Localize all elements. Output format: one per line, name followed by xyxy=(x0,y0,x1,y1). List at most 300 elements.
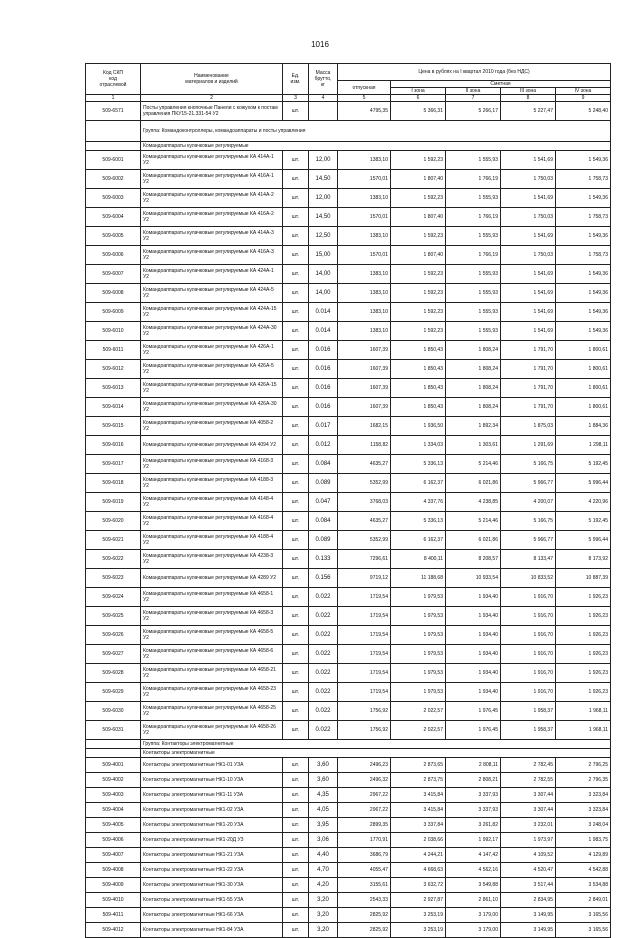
table-row xyxy=(86,607,611,626)
price-zone3: 1 541,69 xyxy=(501,189,556,208)
item-code: 509-6013 xyxy=(86,379,141,398)
item-unit: шт. xyxy=(283,721,309,740)
item-name: Командоаппараты кулачковые регулируемые КА 4658-26 У2 xyxy=(141,721,283,740)
item-mass: 0.016 xyxy=(309,341,338,360)
price-release: 1719,54 xyxy=(338,588,391,607)
price-zone3: 5 966,77 xyxy=(501,531,556,550)
price-zone2: 2 861,10 xyxy=(446,893,501,908)
price-zone4: 1 549,36 xyxy=(556,151,611,170)
item-mass: 0.014 xyxy=(309,303,338,322)
item-mass: 0.022 xyxy=(309,721,338,740)
item-code: 509-6018 xyxy=(86,474,141,493)
item-mass: 0.022 xyxy=(309,683,338,702)
item-code: 509-6019 xyxy=(86,493,141,512)
item-code: 509-6001 xyxy=(86,151,141,170)
item-name: Командоаппараты кулачковые регулируемые КА 4188-3 У2 xyxy=(141,474,283,493)
price-zone3: 2 782,55 xyxy=(501,773,556,788)
item-mass: 0.022 xyxy=(309,664,338,683)
price-release: 3686,79 xyxy=(338,848,391,863)
price-zone1: 1 592,23 xyxy=(391,284,446,303)
table-row xyxy=(86,923,611,938)
price-release: 1607,39 xyxy=(338,360,391,379)
group-title: Группа: Командоконтроллеры, командоаппараты и посты управления xyxy=(141,121,611,142)
price-zone3: 3 307,44 xyxy=(501,803,556,818)
item-code: 509-6007 xyxy=(86,265,141,284)
price-zone3: 5 227,47 xyxy=(501,102,556,121)
price-zone3: 1 541,69 xyxy=(501,284,556,303)
price-zone4: 5 996,44 xyxy=(556,474,611,493)
item-mass: 3,20 xyxy=(309,923,338,938)
price-release: 3768,03 xyxy=(338,493,391,512)
table-row xyxy=(86,208,611,227)
price-zone1: 5 336,13 xyxy=(391,512,446,531)
price-zone4: 1 549,36 xyxy=(556,227,611,246)
price-zone4: 1 800,61 xyxy=(556,379,611,398)
item-mass: 0.014 xyxy=(309,322,338,341)
price-zone2: 1 934,40 xyxy=(446,645,501,664)
price-zone4: 3 323,84 xyxy=(556,803,611,818)
item-unit: шт. xyxy=(283,102,309,121)
table-row xyxy=(86,303,611,322)
item-code: 509-6027 xyxy=(86,645,141,664)
price-release: 2543,33 xyxy=(338,893,391,908)
table-row xyxy=(86,246,611,265)
subgroup-title: Контакторы электромагнитные xyxy=(141,749,611,758)
price-release: 5352,99 xyxy=(338,474,391,493)
item-unit: шт. xyxy=(283,436,309,455)
price-zone4: 1 800,61 xyxy=(556,360,611,379)
item-name: Контакторы электромагнитные НК1-84 УЗА xyxy=(141,923,283,938)
table-row xyxy=(86,550,611,569)
item-unit: шт. xyxy=(283,683,309,702)
item-mass: 0.012 xyxy=(309,436,338,455)
item-name: Командоаппараты кулачковые регулируемые КА 4658-25 У2 xyxy=(141,702,283,721)
item-mass: 14,00 xyxy=(309,265,338,284)
item-mass: 4,20 xyxy=(309,878,338,893)
price-zone2: 1 555,93 xyxy=(446,322,501,341)
price-release: 1383,10 xyxy=(338,265,391,284)
price-zone1: 1 592,23 xyxy=(391,189,446,208)
table-row xyxy=(86,227,611,246)
price-zone1: 1 850,43 xyxy=(391,379,446,398)
item-mass: 4,70 xyxy=(309,863,338,878)
price-release: 1770,91 xyxy=(338,833,391,848)
item-mass: 0.084 xyxy=(309,455,338,474)
item-mass: 3,60 xyxy=(309,758,338,773)
price-release: 1756,92 xyxy=(338,702,391,721)
price-zone2: 6 021,86 xyxy=(446,531,501,550)
price-zone1: 4 668,63 xyxy=(391,863,446,878)
price-zone3: 3 232,01 xyxy=(501,818,556,833)
price-zone1: 6 162,37 xyxy=(391,474,446,493)
item-name: Контакторы электромагнитные НК1-01 УЗА xyxy=(141,758,283,773)
price-zone1: 1 334,03 xyxy=(391,436,446,455)
price-zone2: 3 179,00 xyxy=(446,908,501,923)
price-zone1: 4 337,76 xyxy=(391,493,446,512)
item-code: 509-6022 xyxy=(86,550,141,569)
item-name: Командоаппараты кулачковые регулируемые КА 4238-3 У2 xyxy=(141,550,283,569)
table-row xyxy=(86,284,611,303)
price-zone4: 1 983,75 xyxy=(556,833,611,848)
price-zone3: 2 782,45 xyxy=(501,758,556,773)
item-unit: шт. xyxy=(283,863,309,878)
price-zone1: 1 592,23 xyxy=(391,265,446,284)
price-zone3: 1 916,70 xyxy=(501,645,556,664)
col-index: 9 xyxy=(556,95,611,102)
price-release: 1570,01 xyxy=(338,208,391,227)
price-zone3: 1 750,03 xyxy=(501,246,556,265)
header-name: Наименование материалов и изделий xyxy=(141,64,283,95)
item-name: Командоаппараты кулачковые регулируемые КА 4658-3 У2 xyxy=(141,607,283,626)
price-zone1: 1 807,40 xyxy=(391,246,446,265)
price-zone2: 3 261,82 xyxy=(446,818,501,833)
price-zone3: 1 916,70 xyxy=(501,626,556,645)
item-name: Контакторы электромагнитные НК1-02 УЗА xyxy=(141,803,283,818)
item-code: 509-6030 xyxy=(86,702,141,721)
empty-cell xyxy=(86,740,141,749)
item-code: 509-6010 xyxy=(86,322,141,341)
empty-cell xyxy=(86,142,141,151)
price-zone1: 1 850,43 xyxy=(391,360,446,379)
subgroup-row xyxy=(86,740,611,749)
price-zone2: 1 555,93 xyxy=(446,265,501,284)
table-row xyxy=(86,863,611,878)
price-release: 1570,01 xyxy=(338,246,391,265)
price-release: 9719,12 xyxy=(338,569,391,588)
item-name: Командоаппараты кулачковые регулируемые КА 4658-21 У2 xyxy=(141,664,283,683)
price-zone1: 2 873,65 xyxy=(391,758,446,773)
price-zone3: 1 750,03 xyxy=(501,170,556,189)
item-code: 509-4004 xyxy=(86,803,141,818)
table-row xyxy=(86,848,611,863)
price-zone2: 1 808,24 xyxy=(446,360,501,379)
price-zone2: 5 266,17 xyxy=(446,102,501,121)
table-row xyxy=(86,322,611,341)
price-zone4: 1 758,73 xyxy=(556,246,611,265)
price-zone4: 1 758,73 xyxy=(556,208,611,227)
price-zone1: 1 592,23 xyxy=(391,322,446,341)
price-zone4: 5 192,45 xyxy=(556,512,611,531)
price-zone1: 1 592,23 xyxy=(391,303,446,322)
item-mass: 3,60 xyxy=(309,773,338,788)
item-unit: шт. xyxy=(283,569,309,588)
item-code: 509-6014 xyxy=(86,398,141,417)
item-unit: шт. xyxy=(283,645,309,664)
item-mass: 14,50 xyxy=(309,208,338,227)
price-release: 2825,92 xyxy=(338,908,391,923)
price-zone4: 1 884,36 xyxy=(556,417,611,436)
item-unit: шт. xyxy=(283,360,309,379)
item-mass: 0.016 xyxy=(309,398,338,417)
table-row xyxy=(86,702,611,721)
price-zone2: 1 976,45 xyxy=(446,721,501,740)
item-unit: шт. xyxy=(283,908,309,923)
col-index: 7 xyxy=(446,95,501,102)
item-code: 509-6026 xyxy=(86,626,141,645)
table-row xyxy=(86,645,611,664)
price-zone3: 1 750,03 xyxy=(501,208,556,227)
price-zone1: 2 927,87 xyxy=(391,893,446,908)
item-mass: 0.084 xyxy=(309,512,338,531)
item-unit: шт. xyxy=(283,474,309,493)
price-zone4: 10 887,39 xyxy=(556,569,611,588)
item-code: 509-6015 xyxy=(86,417,141,436)
price-zone2: 1 808,24 xyxy=(446,379,501,398)
item-name: Командоаппараты кулачковые регулируемые КА 424А-30 У2 xyxy=(141,322,283,341)
price-zone1: 1 979,53 xyxy=(391,607,446,626)
item-unit: шт. xyxy=(283,893,309,908)
table-row xyxy=(86,833,611,848)
item-name: Командоаппараты кулачковые регулируемые КА 426А-15 У2 xyxy=(141,379,283,398)
table-row xyxy=(86,436,611,455)
table-row xyxy=(86,664,611,683)
price-zone2: 6 021,86 xyxy=(446,474,501,493)
price-zone2: 1 555,93 xyxy=(446,284,501,303)
price-release: 1383,10 xyxy=(338,322,391,341)
item-code: 509-4010 xyxy=(86,893,141,908)
price-zone4: 2 849,01 xyxy=(556,893,611,908)
header-zone1: I зона xyxy=(391,88,446,95)
item-code: 509-4008 xyxy=(86,863,141,878)
price-zone1: 1 979,53 xyxy=(391,588,446,607)
item-code: 509-6011 xyxy=(86,341,141,360)
price-zone4: 1 549,36 xyxy=(556,265,611,284)
item-code: 509-6006 xyxy=(86,246,141,265)
price-zone3: 1 541,69 xyxy=(501,303,556,322)
price-release: 2967,22 xyxy=(338,803,391,818)
price-zone3: 3 517,44 xyxy=(501,878,556,893)
item-mass: 0.089 xyxy=(309,531,338,550)
price-zone1: 2 022,57 xyxy=(391,702,446,721)
table-row xyxy=(86,341,611,360)
price-zone3: 1 791,70 xyxy=(501,360,556,379)
item-mass: 0.022 xyxy=(309,588,338,607)
price-zone1: 1 850,43 xyxy=(391,398,446,417)
price-zone3: 1 916,70 xyxy=(501,588,556,607)
page-number: 1016 xyxy=(311,40,329,49)
price-zone2: 1 555,93 xyxy=(446,189,501,208)
price-zone4: 4 129,89 xyxy=(556,848,611,863)
price-zone4: 1 549,36 xyxy=(556,284,611,303)
item-unit: шт. xyxy=(283,151,309,170)
col-index: 1 xyxy=(86,95,141,102)
table-row xyxy=(86,908,611,923)
price-zone3: 1 541,69 xyxy=(501,322,556,341)
item-unit: шт. xyxy=(283,588,309,607)
item-code: 509-6571 xyxy=(86,102,141,121)
price-zone2: 1 892,34 xyxy=(446,417,501,436)
table-row xyxy=(86,151,611,170)
price-zone4: 5 996,44 xyxy=(556,531,611,550)
price-zone2: 1 934,40 xyxy=(446,626,501,645)
price-zone1: 11 188,68 xyxy=(391,569,446,588)
table-row xyxy=(86,626,611,645)
price-zone2: 1 934,40 xyxy=(446,607,501,626)
item-name: Контакторы электромагнитные НК1-66 УЗА xyxy=(141,908,283,923)
price-zone4: 1 926,23 xyxy=(556,626,611,645)
price-zone4: 1 298,11 xyxy=(556,436,611,455)
price-zone2: 3 337,93 xyxy=(446,803,501,818)
price-zone3: 3 149,95 xyxy=(501,908,556,923)
item-code: 509-6002 xyxy=(86,170,141,189)
item-code: 509-4001 xyxy=(86,758,141,773)
item-unit: шт. xyxy=(283,818,309,833)
price-zone2: 4 238,85 xyxy=(446,493,501,512)
table-row xyxy=(86,512,611,531)
price-zone3: 1 916,70 xyxy=(501,607,556,626)
price-release: 1607,39 xyxy=(338,379,391,398)
price-zone2: 1 555,93 xyxy=(446,151,501,170)
item-mass: 3,06 xyxy=(309,833,338,848)
table-row xyxy=(86,398,611,417)
table-row xyxy=(86,773,611,788)
price-zone2: 1 766,19 xyxy=(446,246,501,265)
price-zone2: 3 179,00 xyxy=(446,923,501,938)
item-unit: шт. xyxy=(283,493,309,512)
item-unit: шт. xyxy=(283,227,309,246)
price-release: 2825,92 xyxy=(338,923,391,938)
table-row xyxy=(86,102,611,121)
price-zone3: 1 916,70 xyxy=(501,664,556,683)
price-zone3: 1 973,97 xyxy=(501,833,556,848)
item-code: 509-4009 xyxy=(86,878,141,893)
price-zone1: 3 632,72 xyxy=(391,878,446,893)
item-code: 509-6017 xyxy=(86,455,141,474)
header-zone3: III зона xyxy=(501,88,556,95)
price-zone2: 1 555,93 xyxy=(446,303,501,322)
price-release: 3155,61 xyxy=(338,878,391,893)
item-name: Командоаппараты кулачковые регулируемые КА 4168-4 У2 xyxy=(141,512,283,531)
price-zone2: 8 208,57 xyxy=(446,550,501,569)
item-unit: шт. xyxy=(283,702,309,721)
price-zone3: 4 520,47 xyxy=(501,863,556,878)
table-row xyxy=(86,360,611,379)
table-row xyxy=(86,569,611,588)
item-mass: 4,40 xyxy=(309,848,338,863)
table-row xyxy=(86,265,611,284)
price-zone4: 3 534,88 xyxy=(556,878,611,893)
table-row xyxy=(86,493,611,512)
item-name: Командоаппараты кулачковые регулируемые КА 4658-1 У2 xyxy=(141,588,283,607)
price-zone4: 4 220,96 xyxy=(556,493,611,512)
item-unit: шт. xyxy=(283,550,309,569)
table-row xyxy=(86,170,611,189)
header-release: отпускная xyxy=(338,81,391,95)
price-release: 1383,10 xyxy=(338,284,391,303)
price-zone2: 1 992,17 xyxy=(446,833,501,848)
price-release: 4635,27 xyxy=(338,455,391,474)
price-release: 2496,23 xyxy=(338,758,391,773)
price-zone4: 3 248,04 xyxy=(556,818,611,833)
price-release: 1719,54 xyxy=(338,626,391,645)
price-zone3: 1 875,03 xyxy=(501,417,556,436)
item-mass: 0.016 xyxy=(309,379,338,398)
subgroup-title: Группа: Контакторы электромагнитные xyxy=(141,740,611,749)
price-zone3: 1 541,69 xyxy=(501,227,556,246)
item-code: 509-6012 xyxy=(86,360,141,379)
table-row xyxy=(86,588,611,607)
price-zone1: 1 807,40 xyxy=(391,170,446,189)
item-name: Командоаппараты кулачковые регулируемые КА 416А-2 У2 xyxy=(141,208,283,227)
item-name: Командоаппараты кулачковые регулируемые КА 414А-2 У2 xyxy=(141,189,283,208)
price-zone2: 1 555,93 xyxy=(446,227,501,246)
item-code: 509-6016 xyxy=(86,436,141,455)
item-name: Командоаппараты кулачковые регулируемые КА 4658-6 У2 xyxy=(141,645,283,664)
item-mass: 0.016 xyxy=(309,360,338,379)
table-row xyxy=(86,474,611,493)
price-zone3: 1 541,69 xyxy=(501,265,556,284)
price-zone3: 1 791,70 xyxy=(501,341,556,360)
item-mass: 0.047 xyxy=(309,493,338,512)
item-mass: 12,00 xyxy=(309,189,338,208)
price-release: 4635,27 xyxy=(338,512,391,531)
price-zone2: 3 549,88 xyxy=(446,878,501,893)
price-zone1: 2 873,75 xyxy=(391,773,446,788)
price-zone3: 1 791,70 xyxy=(501,398,556,417)
item-name: Командоаппараты кулачковые регулируемые КА 424А-15 У2 xyxy=(141,303,283,322)
item-name: Контакторы электромагнитные НК1-21 УЗА xyxy=(141,848,283,863)
table-row xyxy=(86,531,611,550)
price-zone1: 2 038,66 xyxy=(391,833,446,848)
price-zone1: 1 592,23 xyxy=(391,227,446,246)
col-index: 8 xyxy=(501,95,556,102)
item-unit: шт. xyxy=(283,923,309,938)
subgroup-title: Командоаппараты кулачковые регулируемые xyxy=(141,142,611,151)
price-release: 2967,22 xyxy=(338,788,391,803)
table-row xyxy=(86,189,611,208)
price-zone4: 8 173,92 xyxy=(556,550,611,569)
price-zone4: 5 192,45 xyxy=(556,455,611,474)
price-zone4: 1 800,61 xyxy=(556,341,611,360)
table-row xyxy=(86,455,611,474)
empty-cell xyxy=(86,749,141,758)
item-unit: шт. xyxy=(283,758,309,773)
price-release: 2899,35 xyxy=(338,818,391,833)
item-name: Командоаппараты кулачковые регулируемые КА 4658-23 У2 xyxy=(141,683,283,702)
price-zone3: 3 307,44 xyxy=(501,788,556,803)
item-code: 509-6025 xyxy=(86,607,141,626)
price-zone4: 4 542,88 xyxy=(556,863,611,878)
price-zone3: 5 966,77 xyxy=(501,474,556,493)
item-name: Контакторы электромагнитные НК1-20Д УЗ xyxy=(141,833,283,848)
item-name: Контакторы электромагнитные НК1-55 УЗА xyxy=(141,893,283,908)
price-zone2: 1 934,40 xyxy=(446,664,501,683)
price-zone1: 3 253,19 xyxy=(391,908,446,923)
header-zone4: IV зона xyxy=(556,88,611,95)
price-release: 1682,15 xyxy=(338,417,391,436)
item-name: Контакторы электромагнитные НК1-20 УЗА xyxy=(141,818,283,833)
item-mass: 4,35 xyxy=(309,788,338,803)
item-unit: шт. xyxy=(283,773,309,788)
item-unit: шт. xyxy=(283,626,309,645)
price-zone2: 1 976,45 xyxy=(446,702,501,721)
price-release: 2496,32 xyxy=(338,773,391,788)
item-name: Контакторы электромагнитные НК1-11 УЗА xyxy=(141,788,283,803)
item-code: 509-6021 xyxy=(86,531,141,550)
item-code: 509-4012 xyxy=(86,923,141,938)
item-name: Контакторы электромагнитные НК1-10 УЗА xyxy=(141,773,283,788)
price-zone1: 3 337,84 xyxy=(391,818,446,833)
table-row xyxy=(86,893,611,908)
price-zone3: 8 133,47 xyxy=(501,550,556,569)
item-code: 509-4011 xyxy=(86,908,141,923)
item-mass: 0.156 xyxy=(309,569,338,588)
price-zone1: 6 162,37 xyxy=(391,531,446,550)
item-unit: шт. xyxy=(283,607,309,626)
price-release: 1383,10 xyxy=(338,227,391,246)
item-mass: 0.089 xyxy=(309,474,338,493)
price-zone4: 3 165,56 xyxy=(556,923,611,938)
